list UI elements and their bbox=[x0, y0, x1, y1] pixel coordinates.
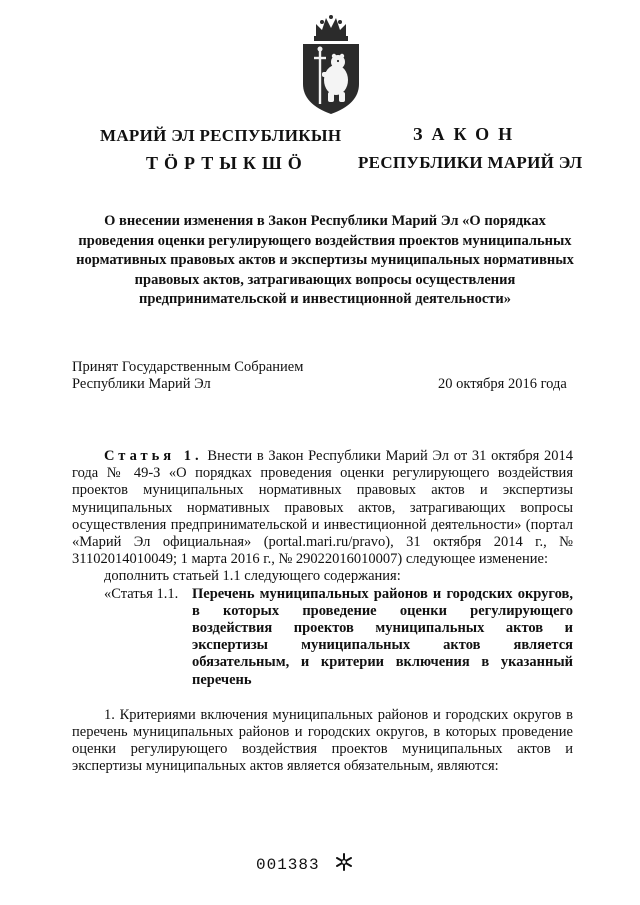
header-left-line1: МАРИЙ ЭЛ РЕСПУБЛИКЫН bbox=[100, 126, 342, 145]
new-article-lead: «Статья 1.1. bbox=[104, 585, 179, 602]
law-body bbox=[72, 448, 573, 776]
article-1-label: Статья 1. bbox=[104, 448, 203, 464]
supplement-line: дополнить статьей 1.1 следующего содержания: bbox=[104, 568, 401, 585]
law-title: О внесении изменения в Закон Республики Марий Эл «О порядках проведения оценки регулирующего воздействия проектов муниципальных нормативных правовых актов и экспертизы муниципальных нормативных правовых актов, затрагивающих вопросы осуществления предпринимательской и инвестиционной деятельности» bbox=[76, 213, 574, 307]
coat-of-arms-emblem bbox=[298, 14, 364, 116]
new-article-heading bbox=[72, 586, 573, 689]
header-right-line1: ЗАКОН bbox=[413, 124, 522, 144]
new-article-title: Перечень муниципальных районов и городских округов, в которых проведение оценки регулирующего воздействия проектов муниципальных актов и экспертизы муниципальных актов является обязательным, и критерии включения в указанный перечень bbox=[192, 585, 573, 688]
article-1-paragraph bbox=[72, 448, 573, 568]
adopted-line2: Республики Марий Эл bbox=[72, 376, 211, 392]
header-right-line2: РЕСПУБЛИКИ МАРИЙ ЭЛ bbox=[358, 153, 583, 172]
adopted-line1: Принят Государственным Собранием bbox=[72, 359, 304, 375]
adopted-date: 20 октября 2016 года bbox=[438, 376, 567, 392]
new-article-paragraph-1: 1. Критериями включения муниципальных районов и городских округов в перечень муниципальных районов и городских округов, в которых проведение оценки регулирующего воздействия проектов муниципальных актов и экспертизы муниципальных актов является обязательным, являются: bbox=[72, 706, 573, 775]
article-1-text: Внести в Закон Республики Марий Эл от 31 октября 2014 года № 49-З «О порядках проведения оценки регулирующего воздействия проектов муниципальных нормативных правовых актов и экспертизы муниципальных нормативных правовых актов, затрагивающих вопросы осуществления предпринимательской и инвестиционной деятельности» (портал «Марий Эл официальная» (portal.mari.ru/pravo), 31 октября 2014 г., № 31102014010049; 1 марта 2016 г., № 29022016010007) следующее изменение: bbox=[72, 448, 574, 568]
snowflake-mark-icon bbox=[334, 852, 354, 872]
header-left-line2: ТӦРТЫКШӦ bbox=[146, 153, 308, 173]
document-serial-number: 001383 bbox=[256, 856, 320, 874]
